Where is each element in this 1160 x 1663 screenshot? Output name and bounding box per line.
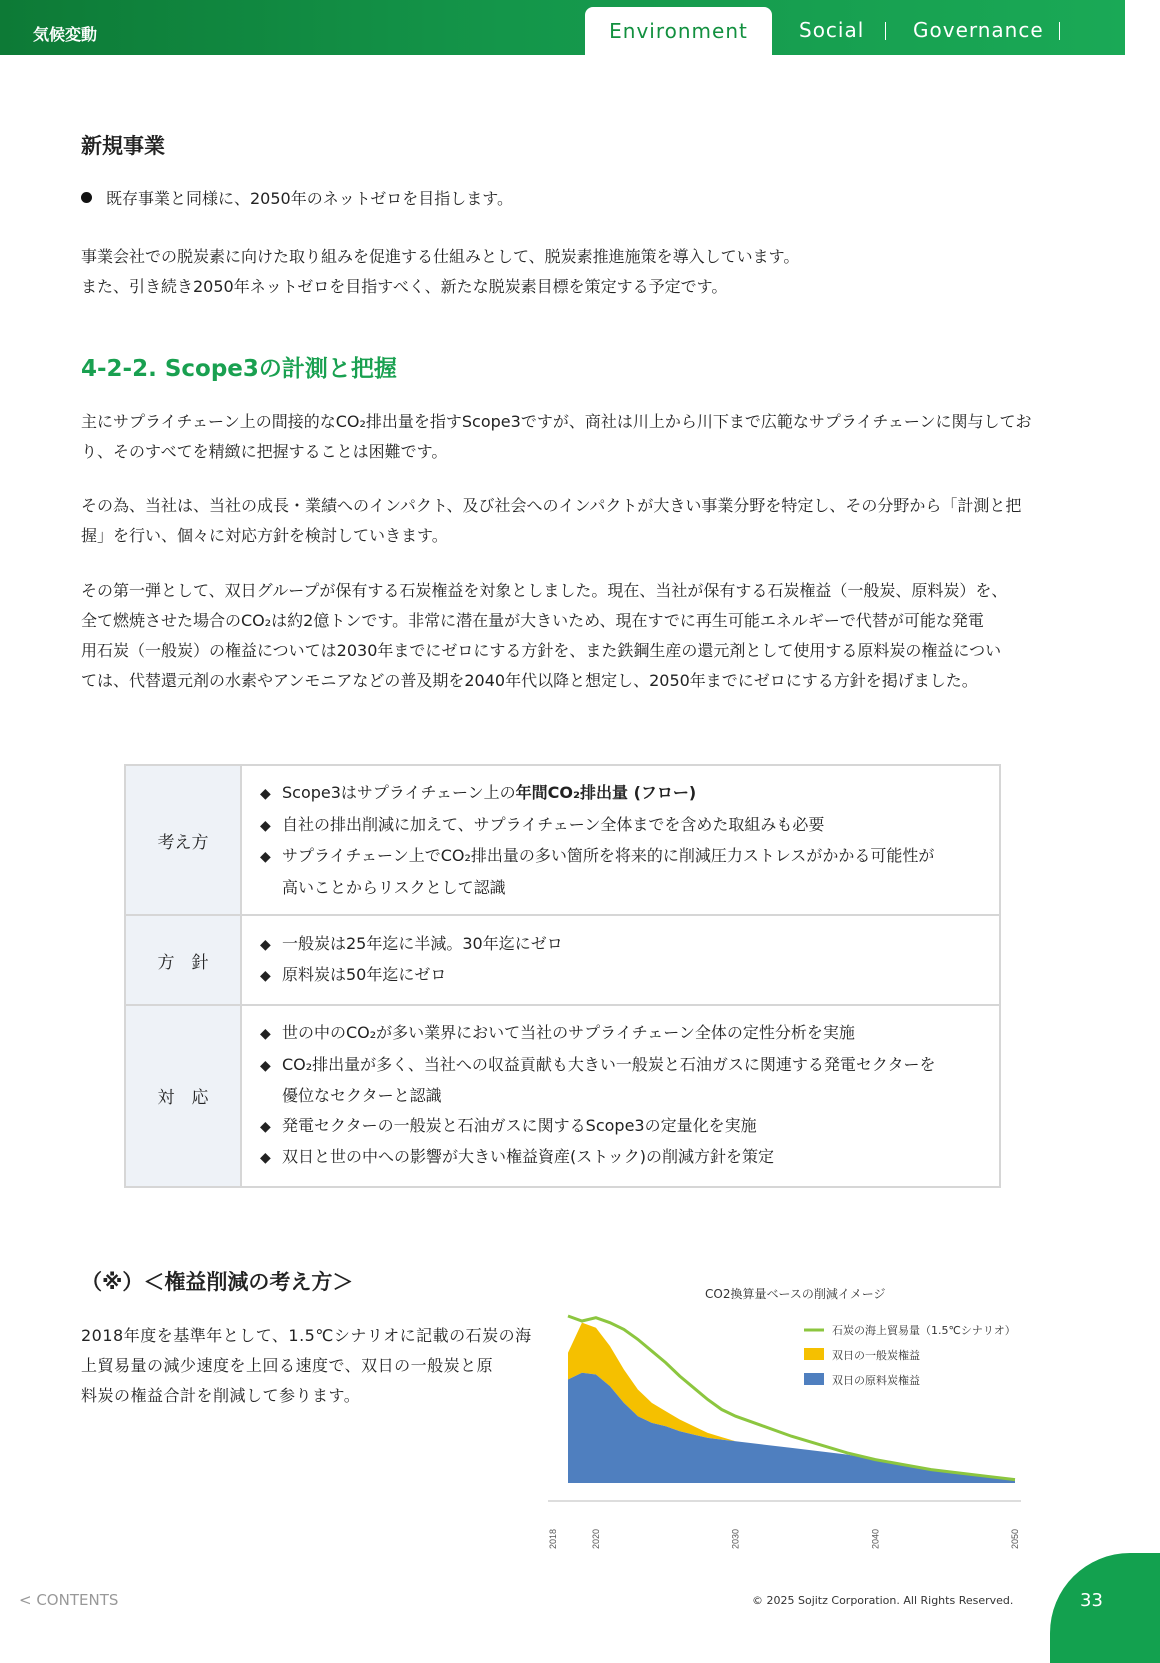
diamond-bullet-icon: ◆ <box>260 849 271 865</box>
list-item <box>260 1142 999 1174</box>
row-body <box>241 1005 1000 1187</box>
paragraph-line: その為、当社は、当社の成長・業績へのインパクト、及び社会へのインパクトが大きい事業分野を特定し、その分野から「計測と把 <box>81 496 1022 515</box>
item-text: 一般炭は25年迄に半減。30年迄にゼロ <box>282 933 563 953</box>
item-text: 世の中のCO₂が多い業界において当社のサプライチェーン全体の定性分析を実施 <box>282 1023 855 1042</box>
paragraph-line: 事業会社での脱炭素に向けた取り組みを促進する仕組みとして、脱炭素推進施策を導入しています。 <box>81 247 800 266</box>
paragraph-line: 料炭の権益合計を削減して参ります。 <box>81 1386 361 1405</box>
row-header: 考え方 <box>125 765 241 915</box>
row-body <box>241 915 1000 1005</box>
diamond-bullet-icon: ◆ <box>260 817 271 834</box>
paragraph-line: ては、代替還元剤の水素やアンモニアなどの普及期を2040年代以降と想定し、2050年までにゼロにする方針を掲げました。 <box>81 671 978 690</box>
reduction-approach-text <box>81 1321 541 1411</box>
paragraph-line: また、引き続き2050年ネットゼロを目指すべく、新たな脱炭素目標を策定する予定です。 <box>81 277 728 296</box>
item-text: 自社の排出削減に加えて、サプライチェーン全体までを含めた取組みも必要 <box>282 814 825 834</box>
new-business-bullet <box>81 186 513 209</box>
diamond-bullet-icon: ◆ <box>260 1150 271 1166</box>
list-item <box>260 778 999 810</box>
row-body <box>241 765 1000 915</box>
bullet-dot-icon <box>81 192 92 203</box>
new-business-paragraph <box>81 242 799 302</box>
table-row <box>125 1005 1000 1187</box>
tab-divider <box>885 22 886 40</box>
chart-title: CO2換算量ベースの削減イメージ <box>705 1287 886 1301</box>
item-continuation: 優位なセクターと認識 <box>282 1086 442 1105</box>
item-bold-text: 年間CO₂排出量 (フロー) <box>515 783 697 802</box>
item-text: 原料炭は50年迄にゼロ <box>282 965 447 984</box>
paragraph-line: 主にサプライチェーン上の間接的なCO₂排出量を指すScope3ですが、商社は川上から川下まで広範なサプライチェーンに関与してお <box>81 412 1032 431</box>
paragraph-line: その第一弾として、双日グループが保有する石炭権益を対象としました。現在、当社が保有する石炭権益（一般炭、原料炭）を、 <box>81 581 1008 600</box>
list-item <box>260 810 999 842</box>
list-item <box>260 841 999 873</box>
paragraph-line: 全て燃焼させた場合のCO₂は約2億トンです。非常に潜在量が大きいため、現在すでに再生可能エネルギーで代替が可能な発電 <box>81 611 984 630</box>
scope3-section-title: 4-2-2. Scope3の計測と把握 <box>81 356 397 382</box>
item-text: 発電セクターの一般炭と石油ガスに関するScope3の定量化を実施 <box>282 1115 757 1135</box>
item-text: サプライチェーン上でCO₂排出量の多い箇所を将来的に削減圧力ストレスがかかる可能性が <box>282 846 935 865</box>
paragraph-line: 用石炭（一般炭）の権益については2030年までにゼロにする方針を、また鉄鋼生産の還元剤として使用する原料炭の権益につい <box>81 641 1002 660</box>
diamond-bullet-icon: ◆ <box>260 1118 271 1135</box>
list-item <box>260 929 999 961</box>
paragraph-line: り、そのすべてを精緻に把握することは困難です。 <box>81 442 448 461</box>
legend-label: 双日の一般炭権益 <box>832 1349 920 1362</box>
legend-label: 双日の原料炭権益 <box>832 1374 920 1387</box>
top-bar <box>0 0 1125 55</box>
table-row <box>125 765 1000 915</box>
scope3-paragraph-2 <box>81 491 1021 551</box>
item-continuation: 高いことからリスクとして認識 <box>282 877 506 897</box>
item-text: CO₂排出量が多く、当社への収益貢献も大きい一般炭と石油ガスに関連する発電セクターを <box>282 1054 936 1074</box>
contents-link[interactable]: < CONTENTS <box>19 1591 119 1609</box>
diamond-bullet-icon: ◆ <box>260 1026 271 1042</box>
legend-coking-swatch <box>804 1373 824 1385</box>
page-number-badge <box>1050 1553 1160 1663</box>
row-header: 対 応 <box>125 1005 241 1187</box>
tab-divider <box>1059 22 1060 40</box>
tab-environment[interactable]: Environment <box>585 7 772 55</box>
page-number: 33 <box>1080 1590 1103 1611</box>
item-text: 双日と世の中への影響が大きい権益資産(ストック)の削減方針を策定 <box>282 1147 775 1166</box>
copyright: © 2025 Sojitz Corporation. All Rights Reserved. <box>752 1594 1014 1607</box>
row-header: 方 針 <box>125 915 241 1005</box>
item-text: Scope3はサプライチェーン上の <box>282 783 516 802</box>
x-tick-label: 2040 <box>870 1528 881 1549</box>
paragraph-line: 上貿易量の減少速度を上回る速度で、双日の一般炭と原 <box>81 1356 494 1375</box>
list-item <box>260 1018 999 1050</box>
paragraph-line: 2018年度を基準年として、1.5℃シナリオに記載の石炭の海 <box>81 1326 532 1345</box>
scope3-paragraph-1 <box>81 407 1032 467</box>
tab-governance[interactable]: Governance <box>913 18 1044 42</box>
legend-label: 石炭の海上貿易量（1.5℃シナリオ） <box>832 1324 1016 1337</box>
new-business-title: 新規事業 <box>81 134 165 158</box>
diamond-bullet-icon: ◆ <box>260 1057 271 1074</box>
x-tick-label: 2030 <box>730 1528 741 1549</box>
x-tick-label: 2018 <box>548 1528 558 1549</box>
x-tick-label: 2050 <box>1010 1528 1020 1549</box>
reduction-chart <box>548 1287 1048 1549</box>
policy-table <box>124 764 1001 1188</box>
diamond-bullet-icon: ◆ <box>260 786 271 802</box>
list-item <box>260 1111 999 1143</box>
section-title: 気候変動 <box>33 25 98 44</box>
diamond-bullet-icon: ◆ <box>260 968 271 984</box>
table-row <box>125 915 1000 1005</box>
list-item <box>260 960 999 992</box>
reduction-approach-title: （※）＜権益削減の考え方＞ <box>81 1270 354 1294</box>
list-item <box>260 1050 999 1082</box>
x-tick-label: 2020 <box>590 1528 601 1549</box>
legend-thermal-swatch <box>804 1348 824 1360</box>
tab-social[interactable]: Social <box>799 18 865 42</box>
bullet-text: 既存事業と同様に、2050年のネットゼロを目指します。 <box>106 189 513 208</box>
scope3-paragraph-3 <box>81 576 1007 696</box>
paragraph-line: 握」を行い、個々に対応方針を検討していきます。 <box>81 526 448 545</box>
diamond-bullet-icon: ◆ <box>260 936 271 953</box>
